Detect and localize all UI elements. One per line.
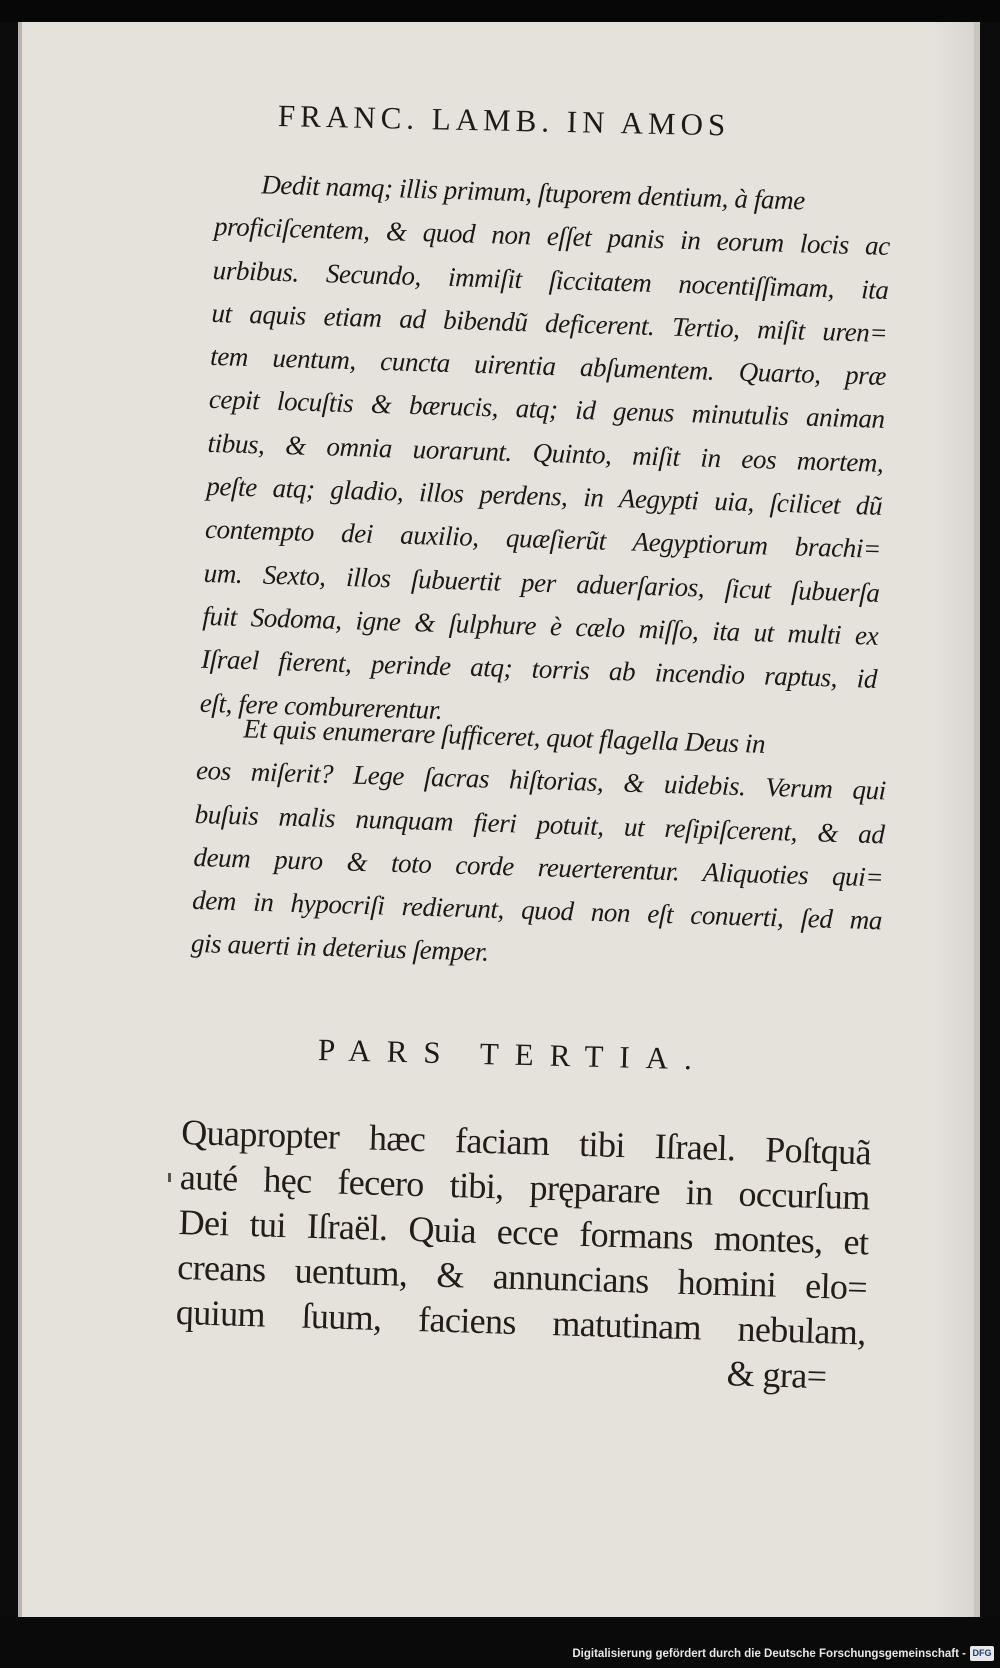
text-line: eſt, fere comburerentur. (199, 687, 443, 725)
text-line: fuit Sodoma, igne & ſulphure è cælo miſſo, ita ut multi ex (202, 600, 879, 651)
text-line: urbibus. Secundo, immiſit ſiccitatem nocentiſſimam, ita (212, 254, 889, 305)
text-line: Iſrael fierent, perinde atq; torris ab incendio raptus, id (200, 644, 878, 695)
text-line: gis auerti in deterius ſemper. (190, 928, 490, 968)
viewer-bottom-bar (0, 1617, 1000, 1668)
page-edge-shade (934, 22, 974, 1617)
text-line: um. Sexto, illos ſubuertit per aduerſarios, ſicut ſubuerſa (203, 557, 880, 608)
text-line: ut aquis etiam ad bibendũ deficerent. Tertio, miſit uren= (211, 297, 888, 348)
text-line: auté hęc fecero tibi, pręparare in occurſum (179, 1156, 871, 1218)
text-line: Dei tui Iſraël. Quia ecce formans montes, et (178, 1201, 869, 1263)
text-line: Quapropter hæc faciam tibi Iſrael. Poſtquã (180, 1111, 872, 1173)
text-line: tem uentum, cuncta uirentia abſumentem. Quarto, præ (209, 341, 887, 392)
catchword: & gra= (726, 1353, 827, 1397)
section-heading: PARS TERTIA. (317, 1032, 709, 1077)
ink-speck (168, 1173, 171, 1182)
running-head: FRANC. LAMB. IN AMOS (277, 98, 731, 143)
text-line: eos miſerit? Lege ſacras hiſtorias, & uidebis. Verum qui (195, 755, 887, 806)
text-line: proficiſcentem, & quod non eſſet panis in eorum locis ac (213, 211, 891, 262)
text-line: Et quis enumerare ſufficeret, quot flagella Deus in (242, 713, 766, 759)
scripture-text (174, 1110, 872, 1400)
text-line: contempto dei auxilio, quæſierũt Aegyptiorum brachi= (204, 514, 882, 565)
text-line: quium ſuum, faciens matutinam nebulam, (175, 1291, 867, 1353)
text-line: Dedit namq; illis primum, ſtuporem dentium, à fame (260, 169, 806, 216)
viewer-top-bar (0, 0, 1000, 22)
text-line: buſuis malis nunquam fieri potuit, ut reſipiſcerent, & ad (194, 798, 885, 850)
commentary-paragraph-1 (199, 162, 891, 745)
text-line: dem in hypocriſi redierunt, quod non eſt conuerti, ſed ma (191, 885, 883, 936)
commentary-paragraph-2 (190, 706, 887, 986)
text-line: deum puro & toto corde reuerterentur. Aliquoties qui= (193, 841, 884, 893)
text-line: creans uentum, & annuncians homini elo= (176, 1246, 868, 1308)
text-line: peſte atq; gladio, illos perdens, in Aegypti uia, ſcilicet dũ (205, 470, 883, 521)
funding-credit: Digitalisierung gefördert durch die Deutsche Forschungsgemeinschaft - (572, 1648, 966, 1660)
dfg-logo-badge: DFG (970, 1646, 994, 1661)
text-line: tibus, & omnia uorarunt. Quinto, miſit in eos mortem, (207, 427, 884, 478)
text-line: cepit locuſtis & bærucis, atq; id genus minutulis animan (208, 384, 886, 435)
